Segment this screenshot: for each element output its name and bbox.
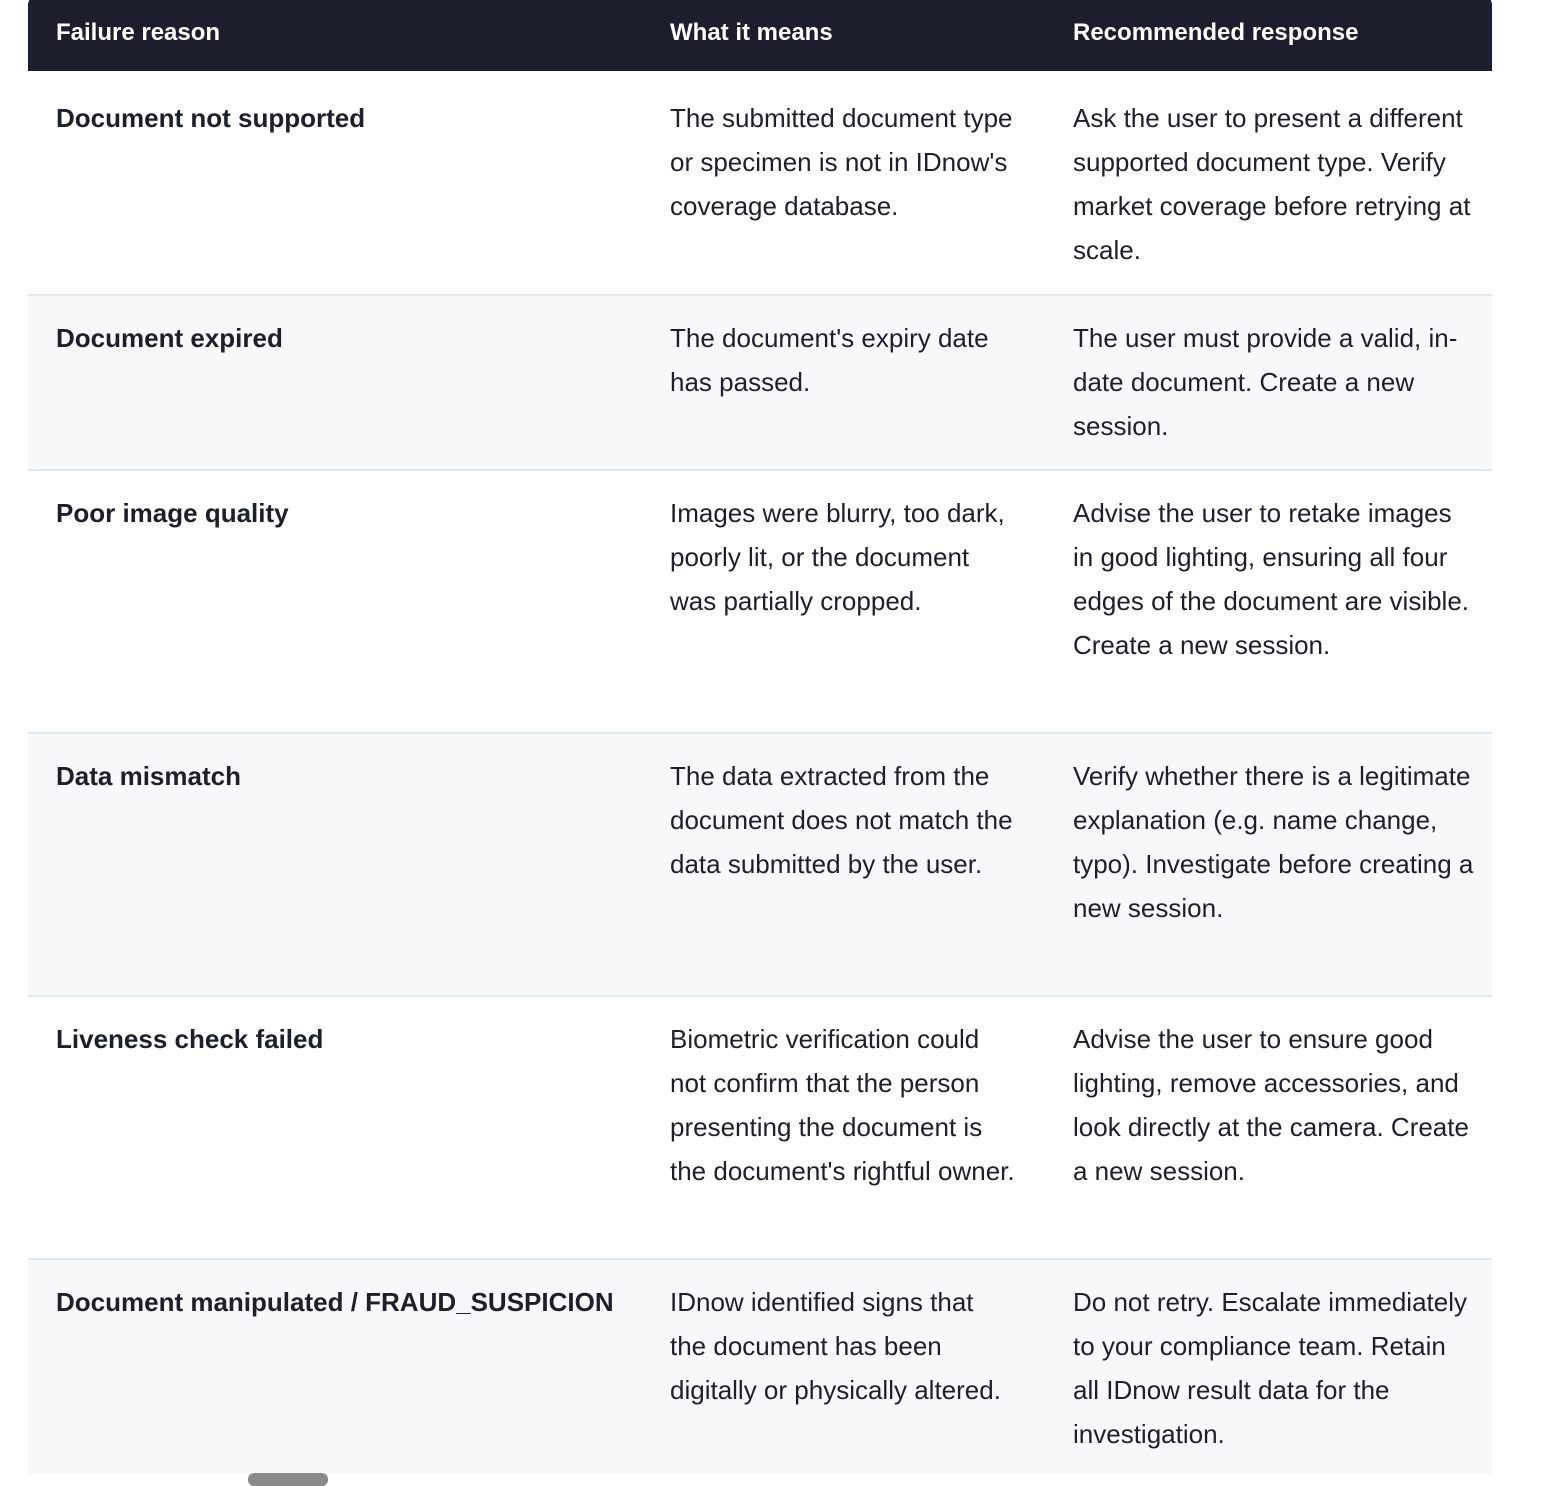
- header-what-it-means: What it means: [670, 19, 833, 46]
- response-cell: Advise the user to retake images in good lighting, ensuring all four edges of the document are visible. Create a new session.: [1073, 498, 1470, 660]
- table-row: [28, 1259, 1492, 1474]
- table-header: [28, 0, 1492, 76]
- response-cell: Verify whether there is a legitimate explanation (e.g. name change, typo). Investigate before creating a new session.: [1073, 761, 1474, 923]
- table-header-row: [28, 0, 1492, 76]
- meaning-cell: Biometric verification could not confirm that the person presenting the document is the document's rightful owner.: [670, 1024, 1015, 1186]
- table-row: [28, 295, 1492, 470]
- failure-reason-cell: Document expired: [56, 323, 283, 353]
- table-row: [28, 76, 1492, 295]
- header-failure-reason: Failure reason: [56, 19, 221, 46]
- table-body: [28, 76, 1492, 1474]
- header-recommended-response: Recommended response: [1073, 19, 1359, 46]
- failure-reasons-table: [28, 0, 1492, 1474]
- table-row: [28, 996, 1492, 1259]
- response-cell: Ask the user to present a different supported document type. Verify market coverage before retrying at scale.: [1073, 103, 1471, 265]
- response-cell: The user must provide a valid, in-date document. Create a new session.: [1073, 323, 1458, 441]
- failure-reason-cell: Document not supported: [56, 103, 366, 133]
- table-row: [28, 470, 1492, 733]
- response-cell: Advise the user to ensure good lighting, remove accessories, and look directly at the camera. Create a new session.: [1073, 1024, 1469, 1186]
- response-cell: Do not retry. Escalate immediately to your compliance team. Retain all IDnow result data for the investigation.: [1073, 1287, 1467, 1449]
- failure-reason-cell: Poor image quality: [56, 498, 289, 528]
- meaning-cell: The data extracted from the document does not match the data submitted by the user.: [670, 761, 1013, 879]
- meaning-cell: The document's expiry date has passed.: [670, 323, 989, 397]
- meaning-cell: IDnow identified signs that the document has been digitally or physically altered.: [670, 1287, 1001, 1405]
- horizontal-scrollbar-thumb[interactable]: [248, 1473, 328, 1486]
- meaning-cell: The submitted document type or specimen is not in IDnow's coverage database.: [670, 103, 1013, 221]
- failure-reason-cell: Data mismatch: [56, 761, 241, 791]
- failure-reason-cell: Document manipulated / FRAUD_SUSPICION: [56, 1287, 614, 1317]
- failure-reason-cell: Liveness check failed: [56, 1024, 324, 1054]
- table-row: [28, 733, 1492, 996]
- meaning-cell: Images were blurry, too dark, poorly lit, or the document was partially cropped.: [670, 498, 1005, 616]
- failure-reasons-table-container: [28, 0, 1492, 1474]
